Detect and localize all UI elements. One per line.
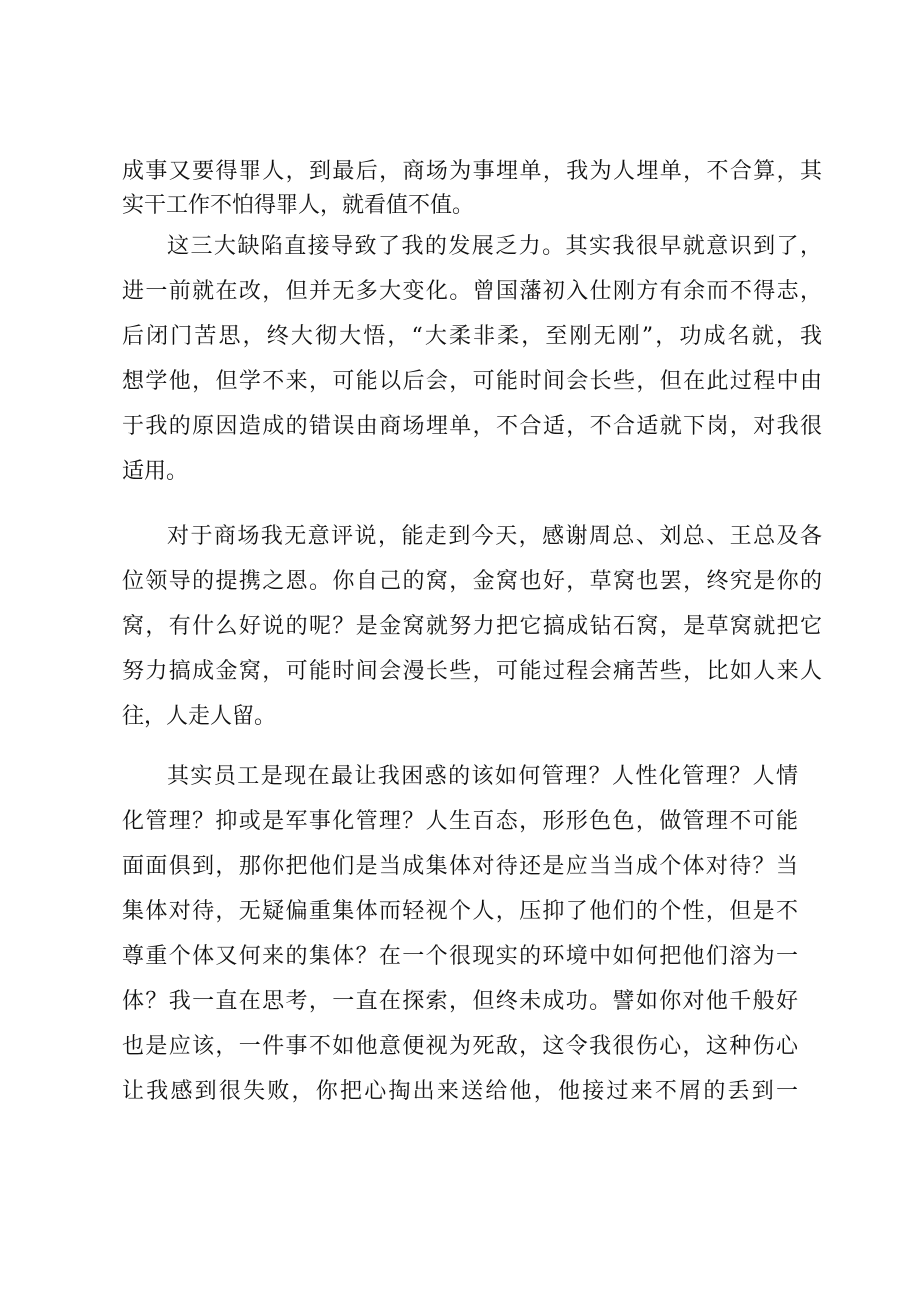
paragraph-line: 这三大缺陷直接导致了我的发展乏力。其实我很早就意识到了， xyxy=(167,234,822,259)
paragraph-line: 往，人走人留。 xyxy=(122,704,277,729)
paragraph-4 xyxy=(122,760,798,1109)
paragraph-line: 实干工作不怕得罪人，就看值不值。 xyxy=(122,193,475,218)
paragraph-1 xyxy=(122,155,822,223)
paragraph-line: 也是应该，一件事不如他意便视为死敌，这令我很伤心，这种伤心 xyxy=(122,1034,798,1059)
paragraph-3 xyxy=(122,520,822,734)
paragraph-2 xyxy=(122,230,822,489)
paragraph-line: 适用。 xyxy=(122,459,189,484)
paragraph-line: 位领导的提携之恩。你自己的窝，金窝也好，草窝也罢，终究是你的 xyxy=(122,569,822,594)
paragraph-line: 对于商场我无意评说，能走到今天，感谢周总、刘总、王总及各 xyxy=(167,524,822,549)
paragraph-line: 让我感到很失败，你把心掏出来送给他，他接过来不屑的丢到一 xyxy=(122,1079,798,1104)
paragraph-line: 集体对待，无疑偏重集体而轻视个人，压抑了他们的个性，但是不 xyxy=(122,899,798,924)
paragraph-line: 想学他，但学不来，可能以后会，可能时间会长些，但在此过程中由 xyxy=(122,369,822,394)
paragraph-line: 成事又要得罪人，到最后，商场为事埋单，我为人埋单，不合算，其 xyxy=(122,159,822,184)
paragraph-line: 努力搞成金窝，可能时间会漫长些，可能过程会痛苦些，比如人来人 xyxy=(122,659,822,684)
paragraph-line: 于我的原因造成的错误由商场埋单，不合适，不合适就下岗，对我很 xyxy=(122,414,822,439)
paragraph-line: 其实员工是现在最让我困惑的该如何管理？人性化管理？人情 xyxy=(167,764,798,789)
paragraph-line: 尊重个体又何来的集体？在一个很现实的环境中如何把他们溶为一 xyxy=(122,944,798,969)
paragraph-line: 体？我一直在思考，一直在探索，但终未成功。譬如你对他千般好 xyxy=(122,989,798,1014)
paragraph-line: 进一前就在改，但并无多大变化。曾国藩初入仕刚方有余而不得志， xyxy=(122,279,822,304)
paragraph-line: 窝，有什么好说的呢？是金窝就努力把它搞成钻石窝，是草窝就把它 xyxy=(122,614,822,639)
paragraph-line: 化管理？抑或是军事化管理？人生百态，形形色色，做管理不可能 xyxy=(122,809,798,834)
paragraph-line: 后闭门苦思，终大彻大悟，“大柔非柔，至刚无刚”，功成名就，我 xyxy=(122,324,822,349)
paragraph-line: 面面俱到，那你把他们是当成集体对待还是应当当成个体对待？当 xyxy=(122,854,798,879)
